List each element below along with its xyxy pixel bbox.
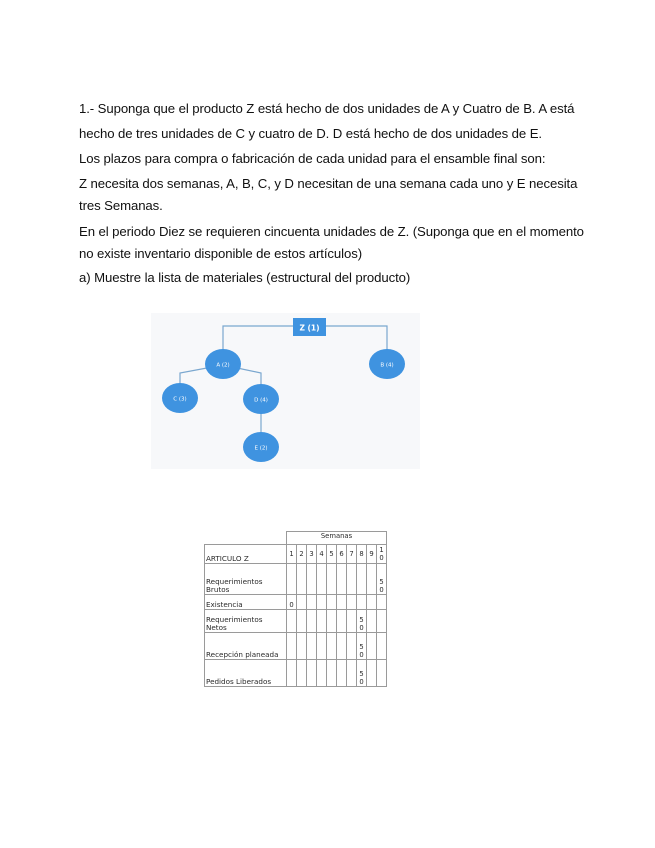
mrp-cell [377, 660, 387, 687]
mrp-row-label-line: Brutos [206, 585, 230, 594]
mrp-cell [377, 610, 387, 633]
question-a: a) Muestre la lista de materiales (estructural del producto) [79, 270, 411, 285]
mrp-cell [297, 610, 307, 633]
mrp-cell-value: 0 [289, 601, 294, 609]
mrp-cell [357, 595, 367, 610]
mrp-cell [307, 633, 317, 660]
mrp-cell [317, 633, 327, 660]
mrp-cell-value: 0 [359, 651, 364, 659]
mrp-cell [287, 564, 297, 595]
problem-line-4: Z necesita dos semanas, A, B, C, y D necesitan de una semana cada uno y E necesita [79, 176, 578, 191]
mrp-cell [357, 660, 367, 687]
bom-node-d [243, 384, 279, 414]
mrp-cell [287, 660, 297, 687]
problem-line-3: Los plazos para compra o fabricación de cada unidad para el ensamble final son: [79, 151, 546, 166]
mrp-cell-value: 5 [359, 643, 364, 651]
bom-diagram [151, 313, 420, 469]
mrp-cell [297, 660, 307, 687]
mrp-cell [357, 633, 367, 660]
mrp-cell [367, 660, 377, 687]
header-spacer [205, 532, 287, 545]
week-header-4: 4 [317, 545, 327, 564]
mrp-cell-value: 0 [359, 624, 364, 632]
mrp-cell-value: 0 [359, 678, 364, 686]
connector-z-b [324, 326, 387, 355]
node-z-label: Z (1) [299, 323, 320, 333]
problem-line-1: 1.- Suponga que el producto Z está hecho de dos unidades de A y Cuatro de B. A está [79, 101, 575, 116]
mrp-cell [307, 660, 317, 687]
mrp-row-label-line: Existencia [206, 600, 243, 609]
node-e-label: E (2) [254, 445, 268, 452]
mrp-cell [327, 610, 337, 633]
mrp-cell [357, 610, 367, 633]
mrp-row-label-line: Pedidos Liberados [206, 677, 272, 686]
mrp-cell [347, 595, 357, 610]
mrp-cell [337, 610, 347, 633]
mrp-row-label [205, 633, 287, 660]
mrp-cell [317, 564, 327, 595]
mrp-cell [367, 564, 377, 595]
bom-root-node [293, 318, 326, 336]
mrp-cell [307, 610, 317, 633]
bom-connectors [180, 323, 387, 435]
mrp-cell [347, 633, 357, 660]
mrp-cell [317, 660, 327, 687]
week-header-7: 7 [347, 545, 357, 564]
mrp-cell [367, 595, 377, 610]
week-header-2: 2 [297, 545, 307, 564]
mrp-row-label [205, 660, 287, 687]
item-label: ARTICULO Z [205, 545, 287, 564]
week-header-5: 5 [327, 545, 337, 564]
problem-line-5: tres Semanas. [79, 198, 163, 213]
week-header-1: 1 [287, 545, 297, 564]
mrp-row-label [205, 564, 287, 595]
mrp-cell [287, 595, 297, 610]
week-header-9: 9 [367, 545, 377, 564]
mrp-cell [287, 610, 297, 633]
mrp-cell [327, 660, 337, 687]
mrp-row [205, 595, 387, 610]
week-header-6: 6 [337, 545, 347, 564]
mrp-row-label-line: Netos [206, 623, 227, 632]
mrp-cell [377, 595, 387, 610]
mrp-row-label-line: Requerimientos [206, 577, 263, 586]
mrp-cell [347, 610, 357, 633]
mrp-cell [377, 564, 387, 595]
node-c-label: C (3) [173, 396, 187, 403]
mrp-row-label [205, 595, 287, 610]
mrp-cell [357, 564, 367, 595]
mrp-cell [337, 660, 347, 687]
mrp-row-label [205, 610, 287, 633]
mrp-cell-value: 5 [379, 578, 384, 586]
bom-node-a [205, 349, 241, 379]
mrp-cell [307, 595, 317, 610]
mrp-cell [297, 595, 307, 610]
week-header-10 [377, 545, 387, 564]
mrp-row-label-line: Recepción planeada [206, 650, 279, 659]
mrp-cell [307, 564, 317, 595]
mrp-cell [297, 564, 307, 595]
mrp-week-row [205, 545, 387, 564]
mrp-cell-value: 5 [359, 670, 364, 678]
mrp-cell [377, 633, 387, 660]
mrp-cell [367, 610, 377, 633]
bom-tree-svg [151, 313, 420, 469]
mrp-cell [347, 564, 357, 595]
mrp-cell [287, 633, 297, 660]
week-header-3: 3 [307, 545, 317, 564]
mrp-cell [347, 660, 357, 687]
week-header-digit: 0 [379, 554, 384, 562]
mrp-cell [337, 564, 347, 595]
problem-line-2: hecho de tres unidades de C y cuatro de D. D está hecho de dos unidades de E. [79, 126, 542, 141]
mrp-row [205, 660, 387, 687]
mrp-row-label-line: Requerimientos [206, 615, 263, 624]
mrp-cell [327, 595, 337, 610]
bom-node-b [369, 349, 405, 379]
week-header-digit: 1 [379, 546, 384, 554]
mrp-table-body [205, 532, 387, 687]
mrp-cell [337, 595, 347, 610]
week-header-8: 8 [357, 545, 367, 564]
node-d-label: D (4) [254, 397, 268, 404]
weeks-header: Semanas [287, 532, 387, 545]
problem-line-6: En el periodo Diez se requieren cincuenta unidades de Z. (Suponga que en el momento [79, 224, 584, 239]
mrp-row [205, 633, 387, 660]
mrp-table [204, 531, 387, 687]
mrp-cell-value: 5 [359, 616, 364, 624]
mrp-cell [367, 633, 377, 660]
mrp-cell [327, 564, 337, 595]
mrp-cell [327, 633, 337, 660]
mrp-row [205, 564, 387, 595]
mrp-cell [317, 610, 327, 633]
mrp-cell-value: 0 [379, 586, 384, 594]
node-a-label: A (2) [216, 362, 230, 369]
bom-node-e [243, 432, 279, 462]
problem-line-7: no existe inventario disponible de estos artículos) [79, 246, 362, 261]
mrp-cell [337, 633, 347, 660]
node-b-label: B (4) [380, 362, 394, 369]
mrp-row [205, 610, 387, 633]
mrp-cell [297, 633, 307, 660]
bom-node-c [162, 383, 198, 413]
mrp-header-row [205, 532, 387, 545]
mrp-cell [317, 595, 327, 610]
